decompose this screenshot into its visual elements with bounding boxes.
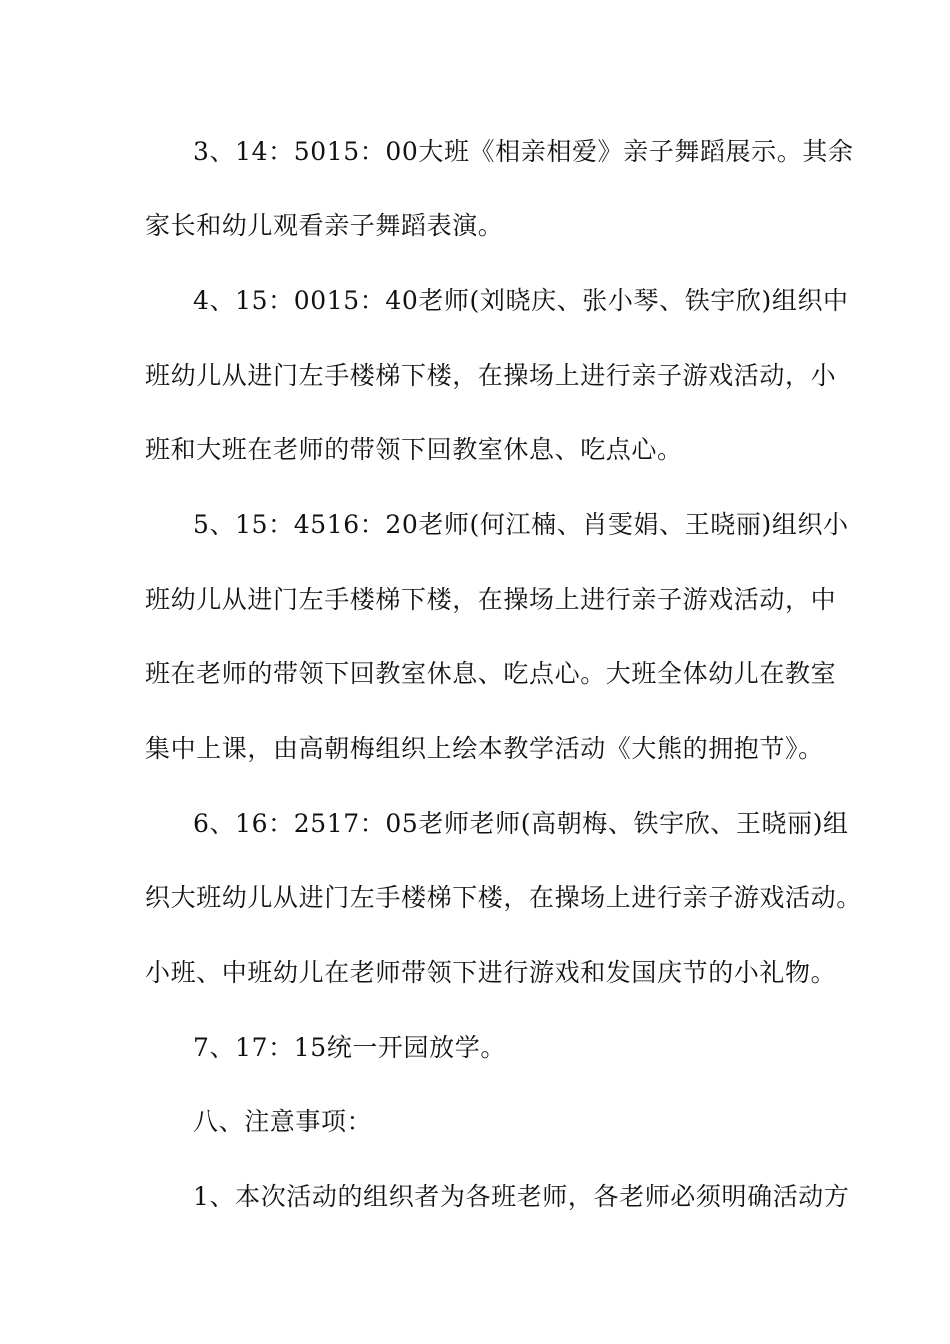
paragraph-item-4-line-1: 4、15：0015：40老师(刘晓庆、张小琴、铁宇欣)组织中 (193, 286, 849, 315)
paragraph-item-4-line-2: 班幼儿从进门左手楼梯下楼，在操场上进行亲子游戏活动，小 (145, 361, 837, 390)
paragraph-item-4-line-3: 班和大班在老师的带领下回教室休息、吃点心。 (145, 435, 683, 464)
paragraph-item-6-line-1: 6、16：2517：05老师老师(高朝梅、铁宇欣、王晓丽)组 (193, 809, 849, 838)
paragraph-item-3-line-2: 家长和幼儿观看亲子舞蹈表演。 (145, 211, 504, 240)
paragraph-item-5-line-2: 班幼儿从进门左手楼梯下楼，在操场上进行亲子游戏活动，中 (145, 585, 837, 614)
paragraph-item-6-line-2: 织大班幼儿从进门左手楼梯下楼，在操场上进行亲子游戏活动。 (145, 883, 862, 912)
paragraph-item-6-line-3: 小班、中班幼儿在老师带领下进行游戏和发国庆节的小礼物。 (145, 958, 837, 987)
paragraph-item-5-line-3: 班在老师的带领下回教室休息、吃点心。大班全体幼儿在教室 (145, 659, 837, 688)
section-heading-notes: 八、注意事项： (193, 1107, 373, 1136)
paragraph-item-5-line-4: 集中上课，由高朝梅组织上绘本教学活动《大熊的拥抱节》。 (145, 734, 824, 763)
paragraph-item-3-line-1: 3、14：5015：00大班《相亲相爱》亲子舞蹈展示。其余 (193, 137, 854, 166)
paragraph-item-7: 7、17：15统一开园放学。 (193, 1033, 506, 1062)
paragraph-item-5-line-1: 5、15：4516：20老师(何江楠、肖雯娟、王晓丽)组织小 (193, 510, 849, 539)
notes-item-1-line-1: 1、本次活动的组织者为各班老师，各老师必须明确活动方 (193, 1182, 850, 1211)
